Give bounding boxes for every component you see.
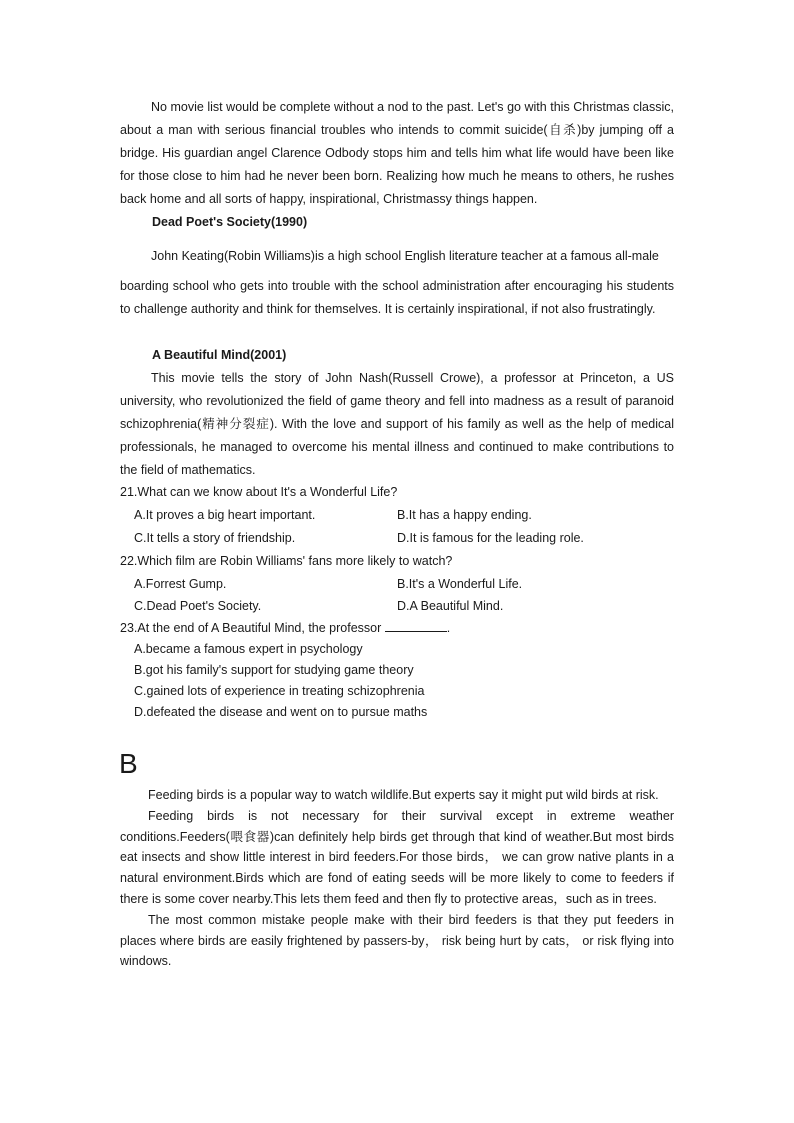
answer-blank xyxy=(385,619,447,632)
question-22-option-a[interactable]: A.Forrest Gump. xyxy=(134,577,227,591)
question-21-option-b[interactable]: B.It has a happy ending. xyxy=(397,508,532,522)
intro-paragraph: No movie list would be complete without a nod to the past. Let's go with this Christmas classic, about a man with serious financial troubles who intends to commit suicide(自杀)by jumping off a bridge. His guardian angel Clarence Odbody stops him and tells him what life would have been like for those close to him had he never been born. Realizing how much he means to others, he rushes back home and all sorts of happy, inspirational, Christmassy things happen. xyxy=(120,100,674,206)
question-21-option-d[interactable]: D.It is famous for the leading role. xyxy=(397,531,584,545)
question-21-option-a[interactable]: A.It proves a big heart important. xyxy=(134,508,316,522)
section-b-heading: B xyxy=(119,748,138,779)
question-23-stem-end: . xyxy=(446,621,451,635)
dead-poets-paragraph-rest-block xyxy=(120,275,674,321)
question-21-option-c[interactable]: C.It tells a story of friendship. xyxy=(134,531,296,545)
section-b-paragraph-1: Feeding birds is a popular way to watch wildlife.But experts say it might put wild birds at risk. xyxy=(148,788,659,802)
dead-poets-paragraph-first-line-block xyxy=(120,245,674,268)
dead-poets-paragraph-first-line: John Keating(Robin Williams)is a high school English literature teacher at a famous all-male xyxy=(151,249,659,263)
question-23-stem xyxy=(120,618,450,638)
question-23-option-a[interactable]: A.became a famous expert in psychology xyxy=(134,642,363,656)
dead-poets-paragraph-rest: boarding school who gets into trouble with the school administration after encouraging his students to challenge authority and think for themselves. It is certainly inspirational, if not also frustratingly. xyxy=(120,279,674,316)
section-b-paragraph-2: Feeding birds is not necessary for their survival except in extreme weather conditions.Feeders(喂食器)can definitely help birds get through that kind of weather.But most birds eat insects and show little interest in bird feeders.For those birds， we can grow native plants in a natural environment.Birds which are fond of eating seeds will be more likely to come to feeders if there is some cover nearby.This lets them feed and then fly to protective areas，such as in trees. xyxy=(120,808,674,906)
question-23-option-c[interactable]: C.gained lots of experience in treating schizophrenia xyxy=(134,684,425,698)
question-23-stem-text: 23.At the end of A Beautiful Mind, the professor xyxy=(120,621,385,635)
question-22-option-b[interactable]: B.It's a Wonderful Life. xyxy=(397,577,523,591)
movie-title-dead-poets-society: Dead Poet's Society(1990) xyxy=(152,215,308,229)
question-22-stem: 22.Which film are Robin Williams' fans more likely to watch? xyxy=(120,554,453,568)
intro-paragraph-block xyxy=(120,96,674,211)
question-22-option-c[interactable]: C.Dead Poet's Society. xyxy=(134,599,262,613)
question-21-stem: 21.What can we know about It's a Wonderful Life? xyxy=(120,485,398,499)
beautiful-mind-paragraph: This movie tells the story of John Nash(Russell Crowe), a professor at Princeton, a US university, who revolutionized the field of game theory and fell into madness as a result of paranoid schizophrenia(精神分裂症). With the love and support of his family as well as the help of medical professionals, he managed to overcome his mental illness and continued to make contributions to the field of mathematics. xyxy=(120,371,674,477)
section-b-paragraph-3: The most common mistake people make with their bird feeders is that they put feeders in places where birds are easily frightened by passers-by， risk being hurt by cats， or risk flying into windows. xyxy=(120,912,674,969)
question-22-option-d[interactable]: D.A Beautiful Mind. xyxy=(397,599,504,613)
movie-title-beautiful-mind: A Beautiful Mind(2001) xyxy=(152,348,287,362)
question-23-option-d[interactable]: D.defeated the disease and went on to pursue maths xyxy=(134,705,428,719)
question-23-option-b[interactable]: B.got his family's support for studying game theory xyxy=(134,663,414,677)
beautiful-mind-paragraph-block xyxy=(120,367,674,482)
section-b-paragraphs xyxy=(120,785,674,972)
